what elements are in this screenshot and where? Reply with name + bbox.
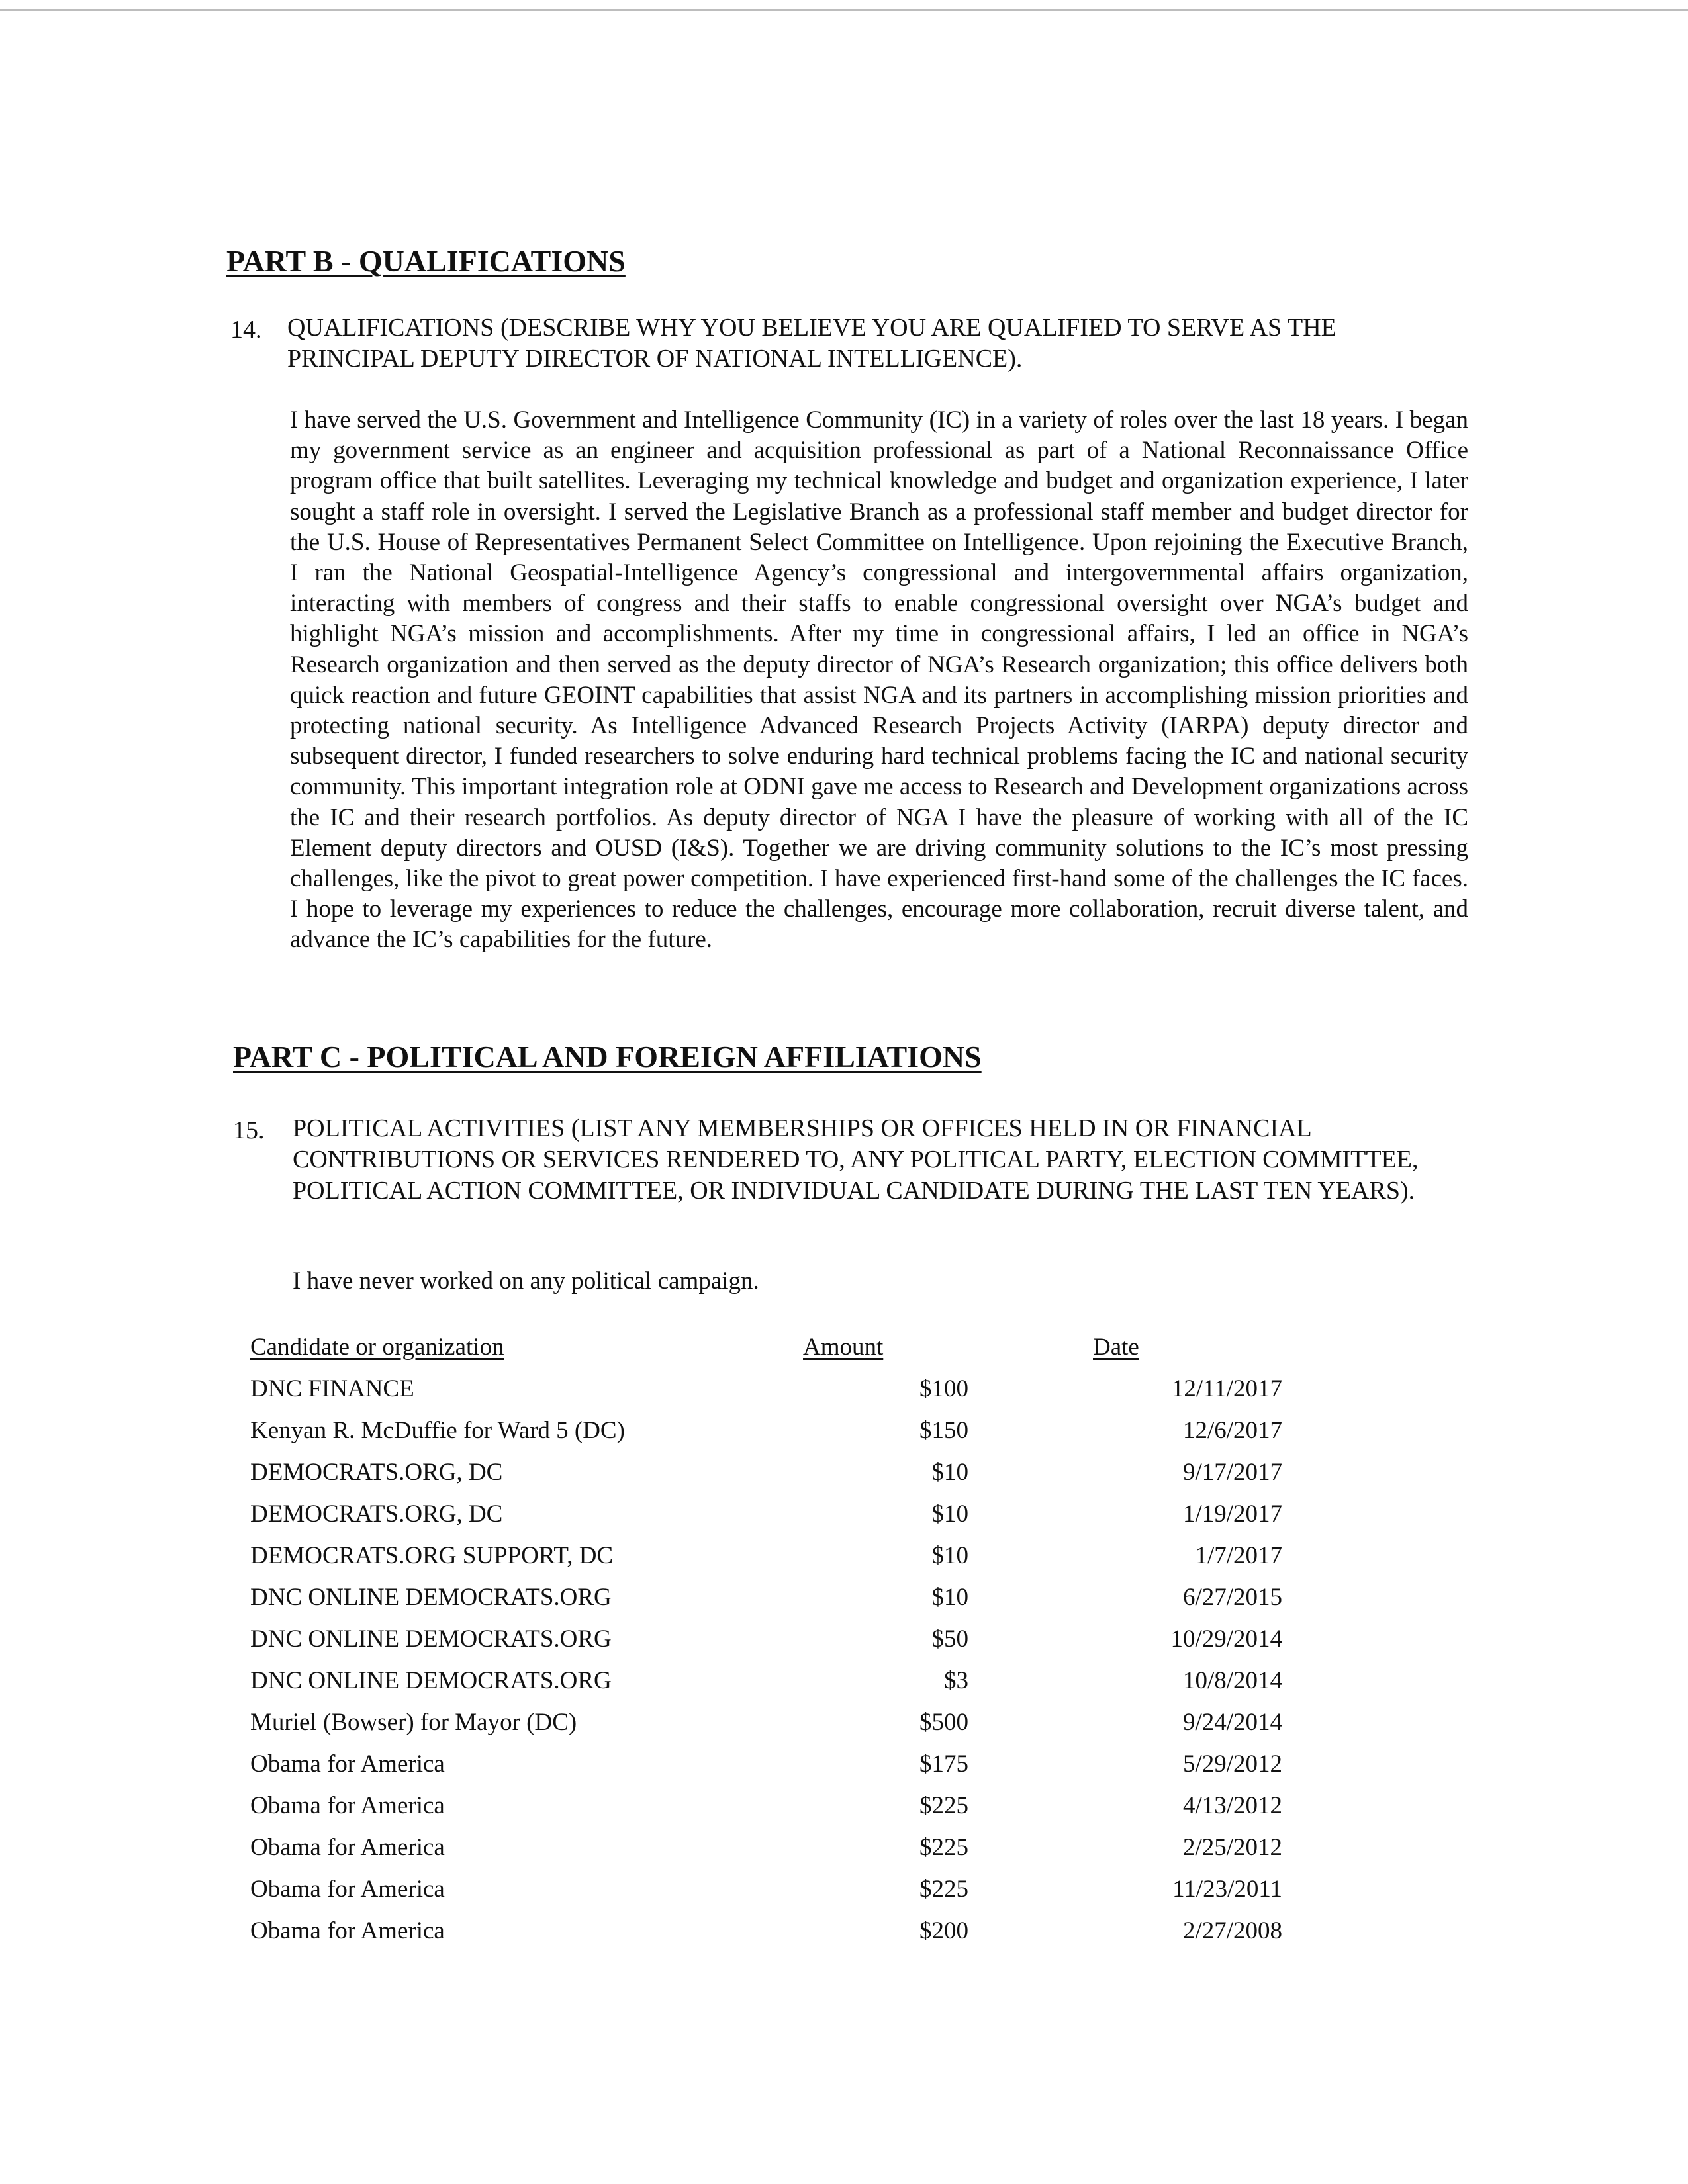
row-date: 12/11/2017 [1171, 1375, 1282, 1402]
row-amount: $500 [919, 1709, 968, 1736]
row-amount: $175 [919, 1751, 968, 1778]
question-14-answer: I have served the U.S. Government and Intelligence Community (IC) in a variety of roles over the last 18 years. I began my government service as an engineer and acquisition professional as part of a National Reconnaissance Office program office that built satellites. Leveraging my technical knowledge and budget and organization experience, I later sought a staff role in oversight. I served the Legislative Branch as a professional staff member and budget director for the U.S. House of Representatives Permanent Select Committee on Intelligence. Upon rejoining the Executive Branch, I ran the National Geospatial-Intelligence Agency’s congressional and intergovernmental affairs organization, interacting with members of congress and their staffs to enable congressional oversight over NGA’s budget and highlight NGA’s mission and accomplishments. After my time in congressional affairs, I led an office in NGA’s Research organization and then served as the deputy director of NGA’s Research organization; this office delivers both quick reaction and future GEOINT capabilities that assist NGA and its partners in accomplishing mission priorities and protecting national security. As Intelligence Advanced Research Projects Activity (IARPA) deputy director and subsequent director, I funded researchers to solve enduring hard technical problems facing the IC and national security community. This important integration role at ODNI gave me access to Research and Development organizations across the IC and their research portfolios. As deputy director of NGA I have the pleasure of working with all of the IC Element deputy directors and OUSD (I&S). Together we are driving community solutions to the IC’s most pressing challenges, like the pivot to great power competition. I have experienced first-hand some of the challenges the IC faces. I hope to leverage my experiences to reduce the challenges, encourage more collaboration, recruit diverse talent, and advance the IC’s capabilities for the future. [290, 406, 1468, 954]
row-candidate: Kenyan R. McDuffie for Ward 5 (DC) [250, 1417, 625, 1444]
row-date: 12/6/2017 [1182, 1417, 1282, 1444]
row-amount: $225 [919, 1876, 968, 1903]
row-candidate: DNC ONLINE DEMOCRATS.ORG [250, 1625, 612, 1653]
table-row [250, 1625, 1283, 1666]
row-date: 10/8/2014 [1182, 1667, 1282, 1694]
row-candidate: Obama for America [250, 1792, 445, 1819]
row-candidate: DNC FINANCE [250, 1375, 414, 1402]
table-row [250, 1375, 1283, 1416]
row-date: 10/29/2014 [1170, 1625, 1282, 1653]
row-candidate: DNC ONLINE DEMOCRATS.ORG [250, 1584, 612, 1611]
row-amount: $100 [919, 1375, 968, 1402]
row-date: 1/7/2017 [1195, 1542, 1282, 1569]
contributions-table [250, 1333, 1283, 1958]
header-date: Date [1093, 1334, 1139, 1361]
question-14-text: QUALIFICATIONS (DESCRIBE WHY YOU BELIEVE YOU ARE QUALIFIED TO SERVE AS THE PRINCIPAL DEPUTY DIRECTOR OF NATIONAL INTELLIGENCE). [287, 314, 1336, 373]
row-date: 11/23/2011 [1172, 1876, 1282, 1903]
row-amount: $3 [944, 1667, 968, 1694]
row-candidate: DEMOCRATS.ORG, DC [250, 1459, 503, 1486]
table-row [250, 1833, 1283, 1875]
row-amount: $150 [919, 1417, 968, 1444]
table-row [250, 1541, 1283, 1583]
table-row [250, 1583, 1283, 1625]
row-date: 2/25/2012 [1182, 1834, 1282, 1861]
row-amount: $225 [919, 1792, 968, 1819]
table-row [250, 1458, 1283, 1500]
table-row [250, 1792, 1283, 1833]
table-row [250, 1750, 1283, 1792]
row-candidate: DEMOCRATS.ORG, DC [250, 1500, 503, 1527]
table-row [250, 1500, 1283, 1541]
row-candidate: Obama for America [250, 1834, 445, 1861]
row-amount: $10 [931, 1500, 968, 1527]
table-row [250, 1666, 1283, 1708]
header-candidate: Candidate or organization [250, 1334, 504, 1361]
row-date: 1/19/2017 [1182, 1500, 1282, 1527]
row-date: 4/13/2012 [1182, 1792, 1282, 1819]
row-amount: $50 [931, 1625, 968, 1653]
row-date: 5/29/2012 [1182, 1751, 1282, 1778]
table-row [250, 1917, 1283, 1958]
table-row [250, 1416, 1283, 1458]
row-date: 6/27/2015 [1182, 1584, 1282, 1611]
row-amount: $10 [931, 1542, 968, 1569]
table-header-row [250, 1333, 1283, 1375]
row-date: 9/24/2014 [1182, 1709, 1282, 1736]
row-candidate: Obama for America [250, 1917, 445, 1944]
row-candidate: DNC ONLINE DEMOCRATS.ORG [250, 1667, 612, 1694]
row-amount: $10 [931, 1584, 968, 1611]
row-amount: $200 [919, 1917, 968, 1944]
question-15-answer: I have never worked on any political campaign. [293, 1267, 759, 1295]
part-b-heading: PART B - QUALIFICATIONS [226, 244, 626, 278]
header-amount: Amount [803, 1334, 884, 1361]
row-candidate: DEMOCRATS.ORG SUPPORT, DC [250, 1542, 614, 1569]
row-candidate: Obama for America [250, 1876, 445, 1903]
question-15-number: 15. [233, 1116, 265, 1144]
table-row [250, 1708, 1283, 1750]
part-c-heading: PART C - POLITICAL AND FOREIGN AFFILIATIONS [233, 1040, 982, 1073]
question-15-text: POLITICAL ACTIVITIES (LIST ANY MEMBERSHIPS OR OFFICES HELD IN OR FINANCIAL CONTRIBUTIONS OR SERVICES RENDERED TO, ANY POLITICAL PARTY, ELECTION COMMITTEE, POLITICAL ACTION COMMITTEE, OR INDIVIDUAL CANDIDATE DURING THE LAST TEN YEARS). [293, 1115, 1419, 1205]
row-date: 2/27/2008 [1182, 1917, 1282, 1944]
table-row [250, 1875, 1283, 1917]
row-date: 9/17/2017 [1182, 1459, 1282, 1486]
row-candidate: Muriel (Bowser) for Mayor (DC) [250, 1709, 577, 1736]
row-amount: $225 [919, 1834, 968, 1861]
row-candidate: Obama for America [250, 1751, 445, 1778]
question-14-number: 14. [230, 316, 262, 343]
row-amount: $10 [931, 1459, 968, 1486]
